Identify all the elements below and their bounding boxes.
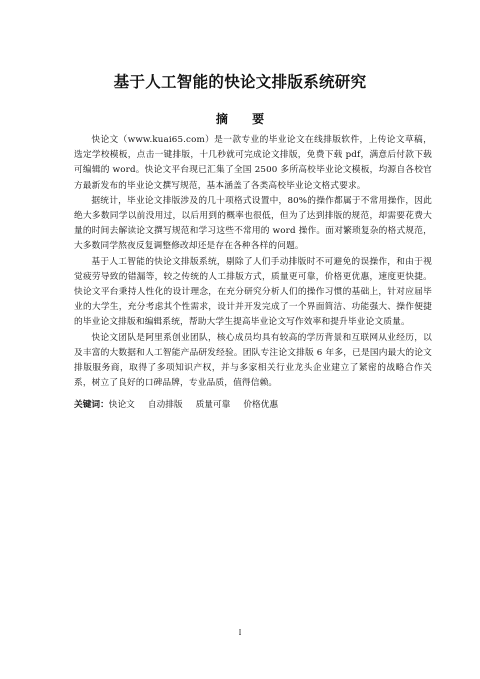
page-number: I [238, 629, 242, 637]
abstract-body [74, 133, 432, 414]
keyword: 快论文 [108, 400, 135, 411]
keyword: 自动排版 [147, 400, 183, 411]
abstract-paragraph-1: 快论文（www.kuai65.com）是一款专业的毕业论文在线排版软件，上传论文草稿，选定学校模板，点击一键排版，十几秒就可完成论文排版，免费下载 pdf，满意后付款下载可编辑的 word。快论文平台现已汇集了全国 2500 多所高校毕业论文模板，均源自各校官方最新发布的毕业论文撰写规范，基本涵盖了各类高校毕业论文格式要求。 [74, 135, 432, 191]
keywords-label: 关键词： [74, 400, 109, 411]
abstract-paragraph-4: 快论文团队是阿里系创业团队，核心成员均具有较高的学历背景和互联网从业经历，以及丰富的大数据和人工智能产品研发经验。团队专注论文排版 6 年多，已是国内最大的论文排版服务商，取得了多项知识产权，并与多家相关行业龙头企业建立了紧密的战略合作关系，树立了良好的口碑品牌，专业品质，值得信赖。 [74, 332, 432, 389]
abstract-paragraph-3: 基于人工智能的快论文排版系统，剔除了人们手动排版时不可避免的误操作，和由于视觉疲劳导致的错漏等，较之传统的人工排版方式，质量更可靠，价格更优惠，速度更快捷。快论文平台秉持人性化的设计理念，在充分研究分析人们的操作习惯的基础上，针对应届毕业的大学生，充分考虑其个性需求，设计并开发完成了一个界面简洁、功能强大、操作便捷的毕业论文排版和编辑系统，帮助大学生提高毕业论文写作效率和提升毕业论文质量。 [74, 256, 432, 328]
keyword: 价格优惠 [243, 400, 279, 411]
paper-title: 基于人工智能的快论文排版系统研究 [113, 73, 367, 91]
keywords-line [74, 398, 432, 413]
keyword: 质量可靠 [195, 400, 231, 411]
abstract-paragraph-2: 据统计，毕业论文排版涉及的几十项格式设置中，80%的操作都属于不常用操作，因此绝大多数同学以前没用过，以后用到的概率也很低，但为了达到排版的规范，却需要花费大量的时间去解读论文撰写规范和学习这些不常用的 word 操作。面对繁琐复杂的格式规范，大多数同学熬夜反复调整修改却还是存在各种各样的问题。 [74, 195, 432, 252]
abstract-heading: 摘 要 [215, 112, 275, 126]
